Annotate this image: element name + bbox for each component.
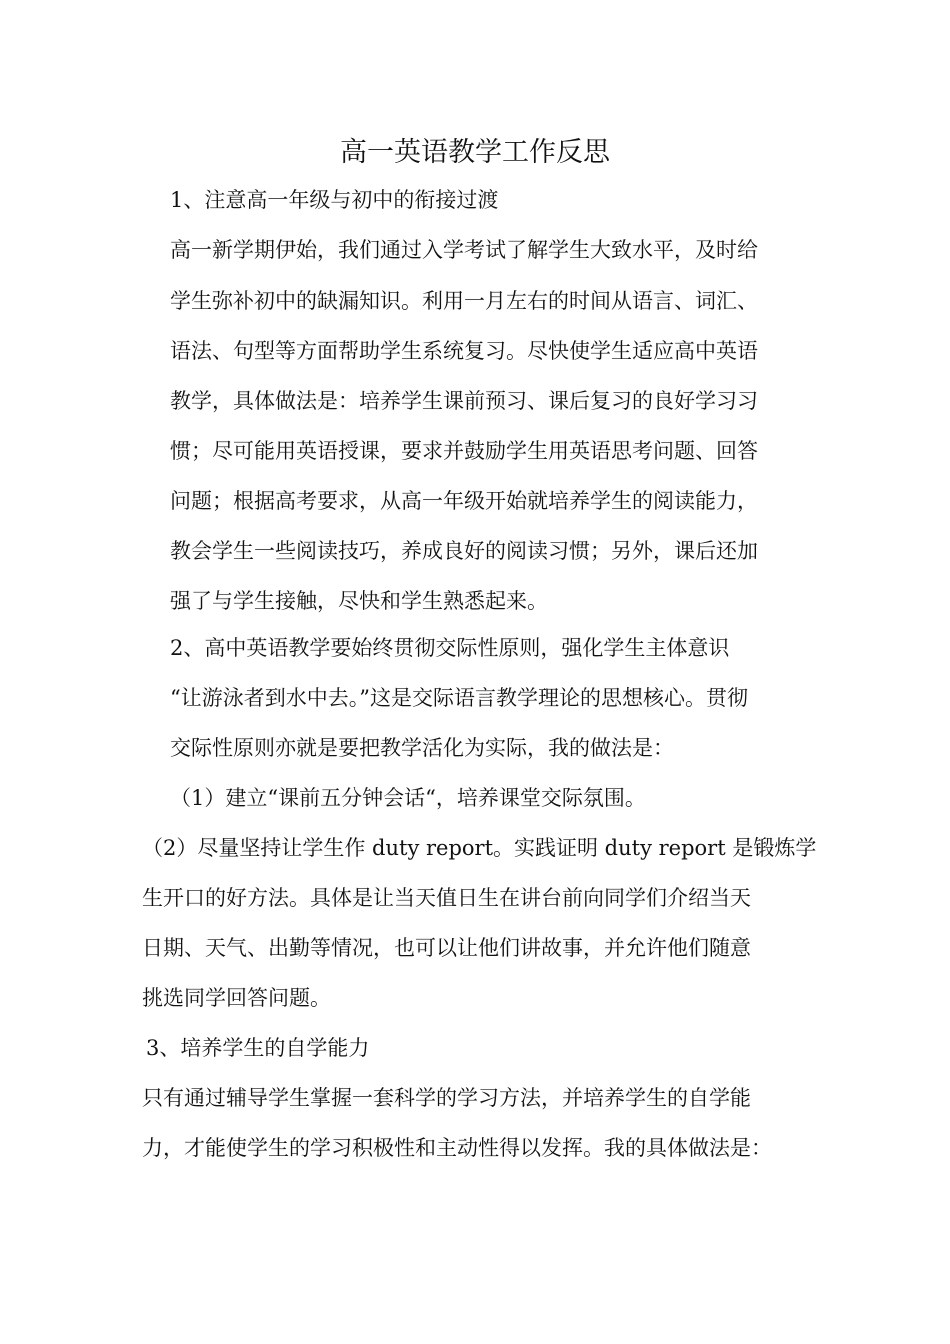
paragraph-line: 惯；尽可能用英语授课，要求并鼓励学生用英语思考问题、回答 xyxy=(170,439,758,463)
paragraph-line: 教会学生一些阅读技巧，养成良好的阅读习惯；另外，课后还加 xyxy=(170,539,758,563)
section-3-heading: 3、培养学生的自学能力 xyxy=(146,1036,370,1060)
paragraph-line: 语法、句型等方面帮助学生系统复习。尽快使学生适应高中英语 xyxy=(170,339,758,363)
paragraph-line: 学生弥补初中的缺漏知识。利用一月左右的时间从语言、词汇、 xyxy=(170,289,758,313)
document-title: 高一英语教学工作反思 xyxy=(340,137,610,168)
list-item-2-line: （2）尽量坚持让学生作 duty report。实践证明 duty report 是锻炼学 xyxy=(142,836,817,860)
section-1-heading: 1、注意高一年级与初中的衔接过渡 xyxy=(170,188,499,212)
paragraph-line: 交际性原则亦就是要把教学活化为实际，我的做法是： xyxy=(170,736,674,760)
paragraph-line: “让游泳者到水中去。”这是交际语言教学理论的思想核心。贯彻 xyxy=(170,686,748,710)
list-item-2-line: 生开口的好方法。具体是让当天值日生在讲台前向同学们介绍当天 xyxy=(142,886,751,910)
list-item-2-line: 日期、天气、出勤等情况，也可以让他们讲故事，并允许他们随意 xyxy=(142,936,751,960)
list-item-1: （1）建立“课前五分钟会话“，培养课堂交际氛围。 xyxy=(170,786,646,810)
paragraph-line: 教学，具体做法是：培养学生课前预习、课后复习的良好学习习 xyxy=(170,389,758,413)
paragraph-line: 力，才能使学生的学习积极性和主动性得以发挥。我的具体做法是： xyxy=(142,1136,772,1160)
list-item-2-line: 挑选同学回答问题。 xyxy=(142,986,331,1010)
paragraph-line: 强了与学生接触，尽快和学生熟悉起来。 xyxy=(170,589,548,613)
paragraph-line: 只有通过辅导学生掌握一套科学的学习方法，并培养学生的自学能 xyxy=(142,1086,751,1110)
paragraph-line: 问题；根据高考要求，从高一年级开始就培养学生的阅读能力， xyxy=(170,489,758,513)
section-2-heading: 2、高中英语教学要始终贯彻交际性原则，强化学生主体意识 xyxy=(170,636,730,660)
paragraph-line: 高一新学期伊始，我们通过入学考试了解学生大致水平，及时给 xyxy=(170,238,758,262)
